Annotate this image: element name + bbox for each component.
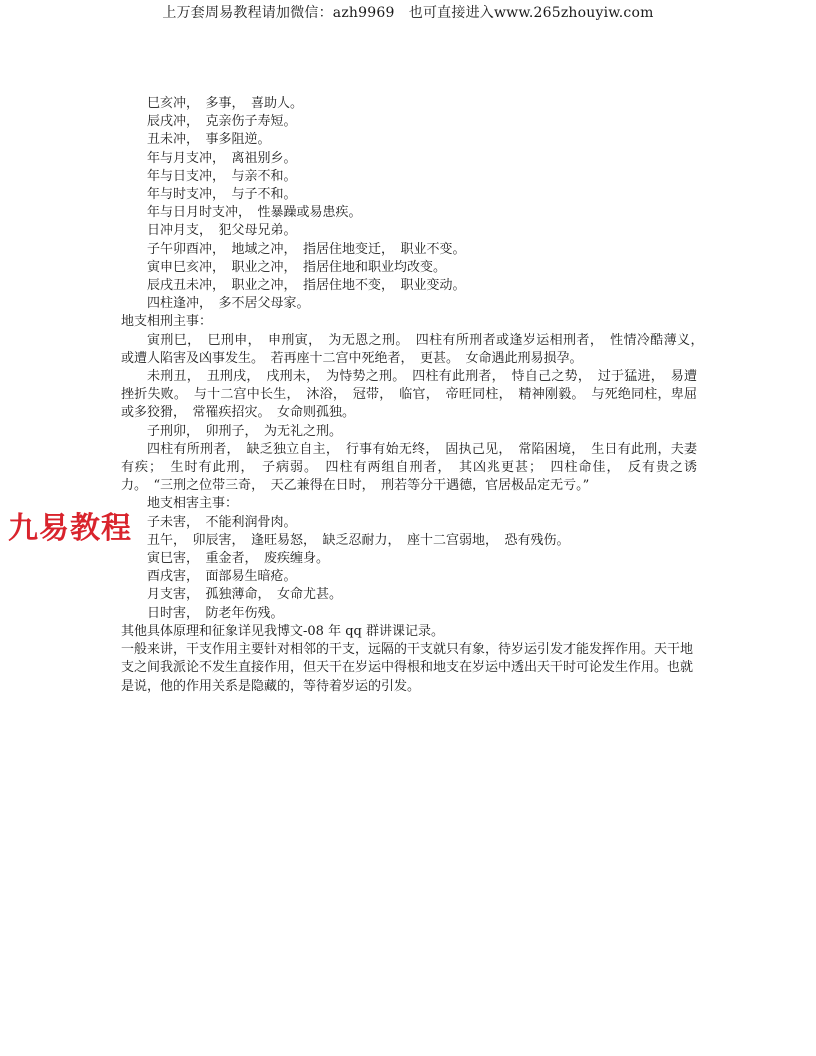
clash-line: 年与时支冲， 与子不和。 xyxy=(147,187,297,203)
harm-line: 寅巳害， 重金者， 废疾缠身。 xyxy=(147,551,330,567)
clash-line: 辰戌冲， 克亲伤子寿短。 xyxy=(147,114,297,130)
harm-line: 月支害， 孤独薄命， 女命尤甚。 xyxy=(147,587,343,603)
punishment-section xyxy=(121,313,711,495)
watermark-logo: 九易教程 xyxy=(8,511,132,546)
paragraph: 未刑丑， 丑刑戌， 戌刑未， 为恃势之刑。 四柱有此刑者， 恃自己之势， 过于猛进， 易遭挫折失败。 与十二宫中长生， 沐浴， 冠带， 临官， 帝旺同柱， 精神刚毅。 与死绝同柱，卑屈或多狡猾， 常罹疾招灾。 女命则孤独。 xyxy=(121,369,697,421)
section-heading: 地支相害主事： xyxy=(147,496,239,512)
clash-line: 四柱逢冲， 多不居父母家。 xyxy=(147,296,310,312)
harm-line: 日时害， 防老年伤残。 xyxy=(147,605,284,621)
clash-line: 年与日月时支冲， 性暴躁或易患疾。 xyxy=(147,205,362,221)
harm-line: 丑午， 卯辰害， 逢旺易怒， 缺乏忍耐力， 座十二宫弱地， 恐有残伤。 xyxy=(147,532,570,548)
clash-line: 年与日支冲， 与亲不和。 xyxy=(147,168,297,184)
harm-line: 子未害， 不能利润骨肉。 xyxy=(147,514,297,530)
clash-line: 丑未冲， 事多阻逆。 xyxy=(147,132,271,148)
page-header: 上万套周易教程请加微信：azh9969 也可直接进入www.265zhouyiw.com xyxy=(162,5,654,21)
harm-line: 酉戌害， 面部易生暗疮。 xyxy=(147,569,297,585)
clash-line: 辰戌丑未冲， 职业之冲， 指居住地不变， 职业变动。 xyxy=(147,278,466,294)
clash-section xyxy=(121,95,697,313)
clash-line: 日冲月支， 犯父母兄弟。 xyxy=(147,223,297,239)
closing-section xyxy=(121,623,697,696)
closing-paragraph: 其他具体原理和征象详见我博文-08 年 qq 群讲课记录。 xyxy=(121,623,444,639)
paragraph: 子刑卯， 卯刑子， 为无礼之刑。 xyxy=(147,423,343,439)
clash-line: 寅申巳亥冲， 职业之冲， 指居住地和职业均改变。 xyxy=(147,259,447,275)
paragraph: 寅刑巳， 巳刑申， 申刑寅， 为无恩之刑。 四柱有所刑者或逢岁运相刑者， 性情冷酷薄义， 或遭人陷害及凶事发生。 若再座十二宫中死绝者， 更甚。 女命遇此刑易损孕。 xyxy=(121,332,711,366)
document-body xyxy=(121,95,711,696)
clash-line: 年与月支冲， 离祖别乡。 xyxy=(147,150,297,166)
paragraph: 四柱有所刑者， 缺乏独立自主， 行事有始无终， 固执己见， 常陷困境， 生日有此刑，夫妻有疾； 生时有此刑， 子病弱。 四柱有两组自刑者， 其凶兆更甚； 四柱命佳， 反有贵之诱力。 “三刑之位带三奇， 天乙兼得在日时， 刑若等分干遇德，官居极品定无亏。” xyxy=(121,441,697,494)
harm-section xyxy=(121,495,697,622)
section-heading: 地支相刑主事： xyxy=(121,314,213,330)
closing-paragraph: 一般来讲，干支作用主要针对相邻的干支，远隔的干支就只有象，待岁运引发才能发挥作用。天干地支之间我派论不发生直接作用，但天干在岁运中得根和地支在岁运中透出天干时可论发生作用。也就是说，他的作用关系是隐藏的，等待着岁运的引发。 xyxy=(121,642,694,694)
clash-line: 子午卯酉冲， 地域之冲， 指居住地变迁， 职业不变。 xyxy=(147,241,466,257)
clash-line: 巳亥冲， 多事， 喜助人。 xyxy=(147,96,304,111)
